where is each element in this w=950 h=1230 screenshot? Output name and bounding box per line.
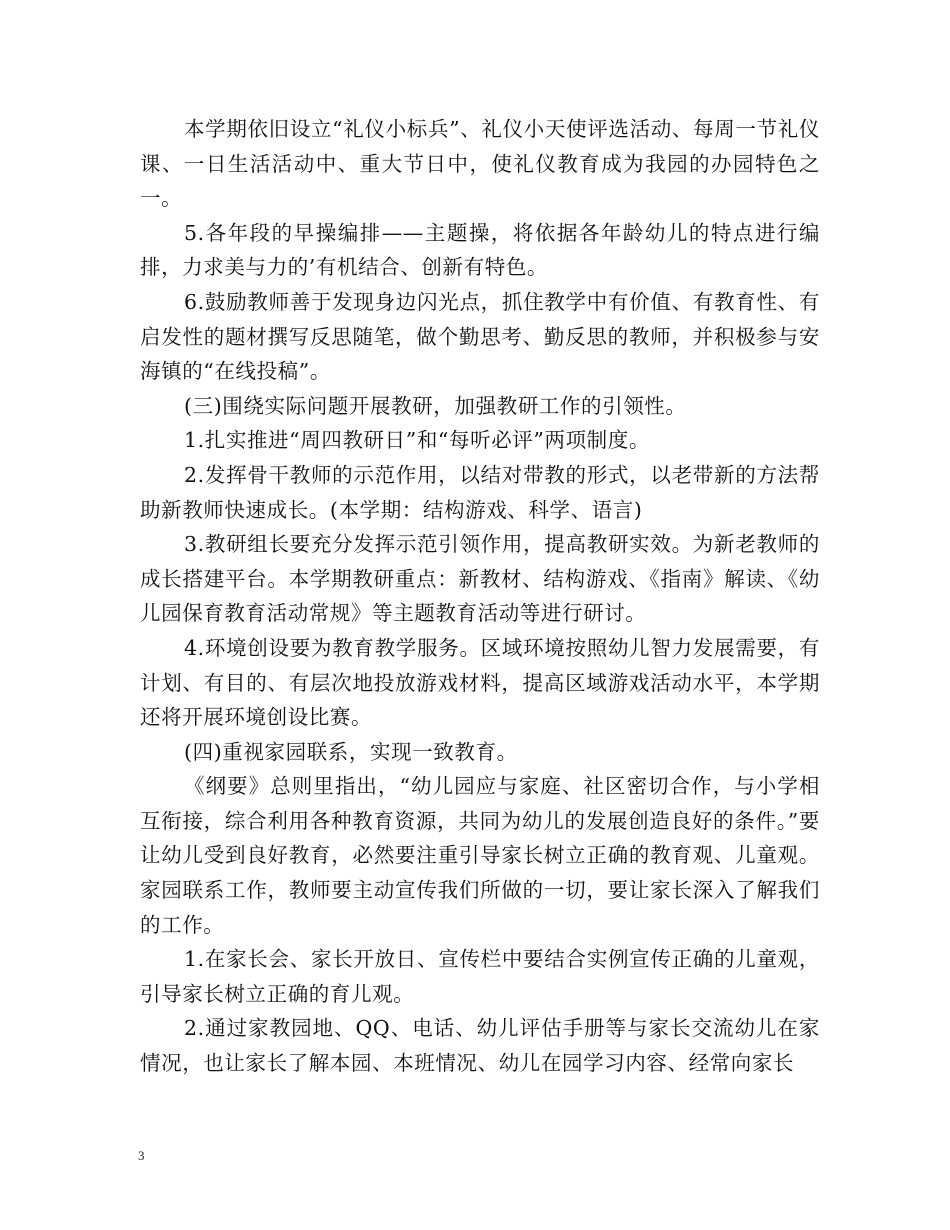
paragraph-research-day: 1.扎实推进“周四教研日”和“每听必评”两项制度。 (184, 428, 650, 453)
paragraph-parent-communication: 2.通过家教园地、QQ、电话、幼儿评估手册等与家长交流幼儿在家情况，也让家长了解本园、本班情况、幼儿在园学习内容、经常向家长 (140, 1016, 820, 1076)
document-body (140, 112, 820, 1081)
paragraph-research-leader: 3.教研组长要充分发挥示范引领作用，提高教研实效。为新老教师的成长搭建平台。本学期教研重点：新教材、结构游戏、《指南》解读、《幼儿园保育教育活动常规》等主题教育活动等进行研讨。 (140, 532, 820, 626)
page-number: 3 (138, 1148, 145, 1163)
paragraph-morning-exercise: 5.各年段的早操编排——主题操，将依据各年龄幼儿的特点进行编排，力求美与力的’有机结合、创新有特色。 (140, 220, 820, 280)
paragraph-guidelines-quote: 《纲要》总则里指出，“幼儿园应与家庭、社区密切合作，与小学相互衔接，综合利用各种教育资源，共同为幼儿的发展创造良好的条件。”要让幼儿受到良好教育，必然要注重引导家长树立正确的教育观、儿童观。家园联系工作，教师要主动宣传我们所做的一切，要让家长深入了解我们的工作。 (140, 774, 820, 937)
paragraph-etiquette-activities: 本学期依旧设立“礼仪小标兵”、礼仪小天使评选活动、每周一节礼仪课、一日生活活动中、重大节日中，使礼仪教育成为我园的办园特色之一。 (140, 117, 820, 211)
section-heading-teaching-research: (三)围绕实际问题开展教研，加强教研工作的引领性。 (184, 393, 687, 418)
paragraph-parent-meetings: 1.在家长会、家长开放日、宣传栏中要结合实例宣传正确的儿童观，引导家长树立正确的育儿观。 (140, 947, 820, 1006)
paragraph-reflection-essays: 6.鼓励教师善于发现身边闪光点，抓住教学中有价值、有教育性、有启发性的题材撰写反思随笔，做个勤思考、勤反思的教师，并积极参与安海镇的“在线投稿”。 (140, 289, 820, 384)
paragraph-environment-creation: 4.环境创设要为教育教学服务。区域环境按照幼儿智力发展需要，有计划、有目的、有层次地投放游戏材料，提高区域游戏活动水平，本学期还将开展环境创设比赛。 (140, 635, 820, 730)
paragraph-mentoring: 2.发挥骨干教师的示范作用，以结对带教的形式，以老带新的方法帮助新教师快速成长。(本学期：结构游戏、科学、语言) (140, 462, 820, 522)
section-heading-home-school: (四)重视家园联系，实现一致教育。 (184, 739, 518, 764)
